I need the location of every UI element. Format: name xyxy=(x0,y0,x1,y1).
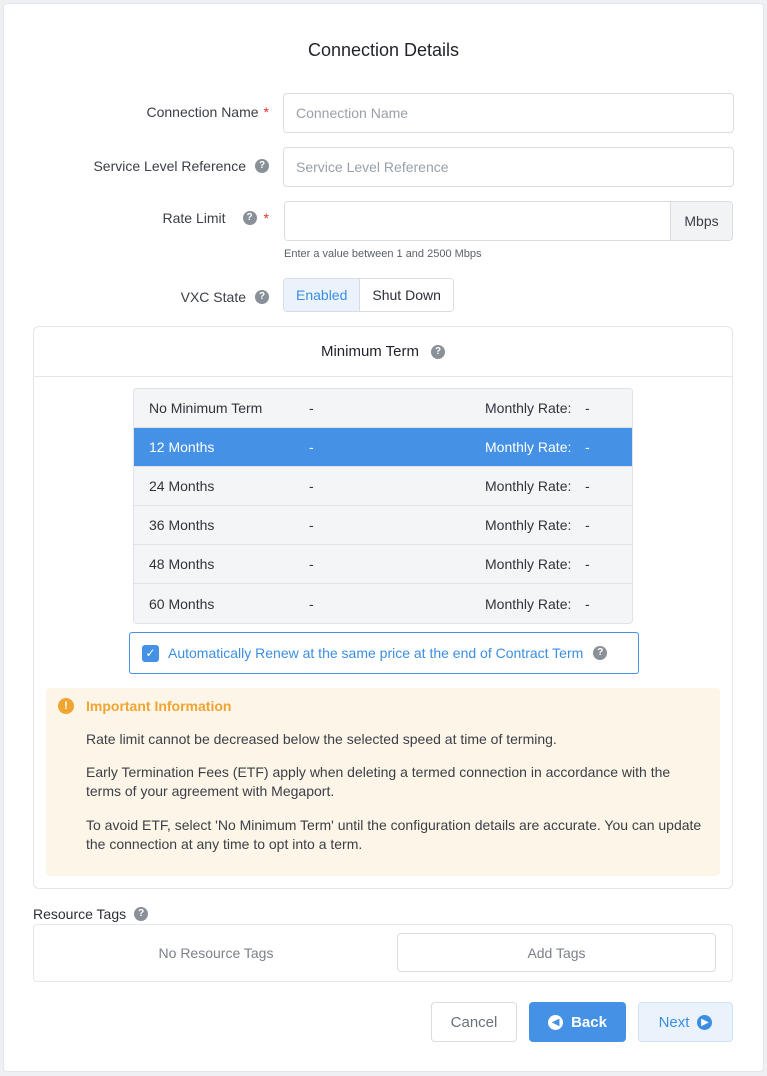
rate-limit-field xyxy=(284,201,733,241)
monthly-rate-label: Monthly Rate: xyxy=(485,400,572,416)
arrow-right-icon: ▶ xyxy=(697,1015,712,1030)
term-name: 24 Months xyxy=(149,478,215,494)
term-name: No Minimum Term xyxy=(149,400,263,416)
help-icon[interactable]: ? xyxy=(255,159,269,173)
important-information-title: Important Information xyxy=(86,698,232,714)
term-name: 36 Months xyxy=(149,517,215,533)
resource-tags-label xyxy=(33,906,148,922)
back-button-label: Back xyxy=(571,1013,607,1031)
monthly-rate-label: Monthly Rate: xyxy=(485,478,572,494)
monthly-rate-value: - xyxy=(585,400,590,416)
monthly-rate-value: - xyxy=(585,517,590,533)
help-icon[interactable]: ? xyxy=(255,290,269,304)
vxc-state-enabled-button[interactable]: Enabled xyxy=(284,279,360,311)
rate-limit-unit: Mbps xyxy=(670,202,732,240)
important-information-box xyxy=(46,688,720,876)
rate-limit-hint: Enter a value between 1 and 2500 Mbps xyxy=(284,248,482,260)
term-value: - xyxy=(309,517,314,533)
term-option-36-months[interactable] xyxy=(134,506,632,545)
monthly-rate-value: - xyxy=(585,478,590,494)
term-option-no-minimum[interactable] xyxy=(134,389,632,428)
connection-name-input[interactable] xyxy=(283,93,734,133)
auto-renew-checkbox[interactable]: ✓ xyxy=(142,645,159,662)
resource-tags-box xyxy=(33,924,733,982)
cancel-button-label: Cancel xyxy=(450,1013,498,1031)
monthly-rate-value: - xyxy=(585,556,590,572)
next-button-label: Next xyxy=(658,1013,690,1031)
auto-renew-option[interactable] xyxy=(129,632,639,674)
info-paragraph-rate-limit: Rate limit cannot be decreased below the selected speed at time of terming. xyxy=(86,731,557,747)
add-tags-button[interactable]: Add Tags xyxy=(397,933,716,972)
monthly-rate-label: Monthly Rate: xyxy=(485,439,572,455)
term-name: 48 Months xyxy=(149,556,215,572)
no-resource-tags-text: No Resource Tags xyxy=(158,945,274,961)
required-marker: * xyxy=(263,210,269,226)
term-name: 12 Months xyxy=(149,439,215,455)
resource-tags-label-text: Resource Tags xyxy=(33,906,127,922)
vxc-state-label xyxy=(181,289,269,305)
back-button[interactable] xyxy=(529,1002,626,1042)
required-marker: * xyxy=(263,104,269,120)
monthly-rate-label: Monthly Rate: xyxy=(485,595,572,612)
minimum-term-heading: Minimum Term xyxy=(320,343,420,360)
connection-name-label-text: Connection Name xyxy=(146,104,259,120)
term-option-24-months[interactable] xyxy=(134,467,632,506)
service-level-input[interactable] xyxy=(283,147,734,187)
connection-name-label xyxy=(146,104,269,120)
page-title: Connection Details xyxy=(307,40,460,60)
service-level-label-text: Service Level Reference xyxy=(93,158,246,174)
vxc-state-shutdown-button[interactable]: Shut Down xyxy=(360,279,452,311)
term-value: - xyxy=(309,556,314,572)
help-icon[interactable]: ? xyxy=(593,646,607,660)
help-icon[interactable]: ? xyxy=(431,345,445,359)
arrow-left-icon: ◀ xyxy=(548,1015,563,1030)
cancel-button[interactable] xyxy=(431,1002,517,1042)
term-name: 60 Months xyxy=(149,595,215,612)
next-button[interactable] xyxy=(638,1002,733,1042)
term-value: - xyxy=(309,400,314,416)
term-option-12-months[interactable] xyxy=(134,428,632,467)
service-level-label xyxy=(93,158,269,174)
term-value: - xyxy=(309,595,314,612)
help-icon[interactable]: ? xyxy=(134,907,148,921)
rate-limit-label-text: Rate Limit xyxy=(162,210,226,226)
info-paragraph-etf: Early Termination Fees (ETF) apply when deleting a termed connection in accordance with the terms of your agreement with Megaport. xyxy=(86,764,671,799)
vxc-state-label-text: VXC State xyxy=(180,289,246,305)
term-option-60-months[interactable] xyxy=(134,584,632,623)
minimum-term-header xyxy=(34,327,732,377)
vxc-state-toggle xyxy=(283,278,454,312)
info-paragraph-avoid-etf: To avoid ETF, select 'No Minimum Term' until the configuration details are accurate. You can update the connection at any time to opt into a term. xyxy=(86,817,702,852)
monthly-rate-value: - xyxy=(585,439,590,455)
monthly-rate-label: Monthly Rate: xyxy=(485,556,572,572)
warning-icon: ! xyxy=(58,698,74,714)
monthly-rate-value: - xyxy=(585,595,590,612)
term-value: - xyxy=(309,478,314,494)
monthly-rate-label: Monthly Rate: xyxy=(485,517,572,533)
term-options-list xyxy=(133,388,633,624)
term-value: - xyxy=(309,439,314,455)
rate-limit-input[interactable] xyxy=(285,202,670,240)
help-icon[interactable]: ? xyxy=(243,211,257,225)
term-option-48-months[interactable] xyxy=(134,545,632,584)
rate-limit-label xyxy=(163,210,269,226)
minimum-term-section xyxy=(33,326,733,889)
auto-renew-label: Automatically Renew at the same price at the end of Contract Term xyxy=(168,645,584,661)
